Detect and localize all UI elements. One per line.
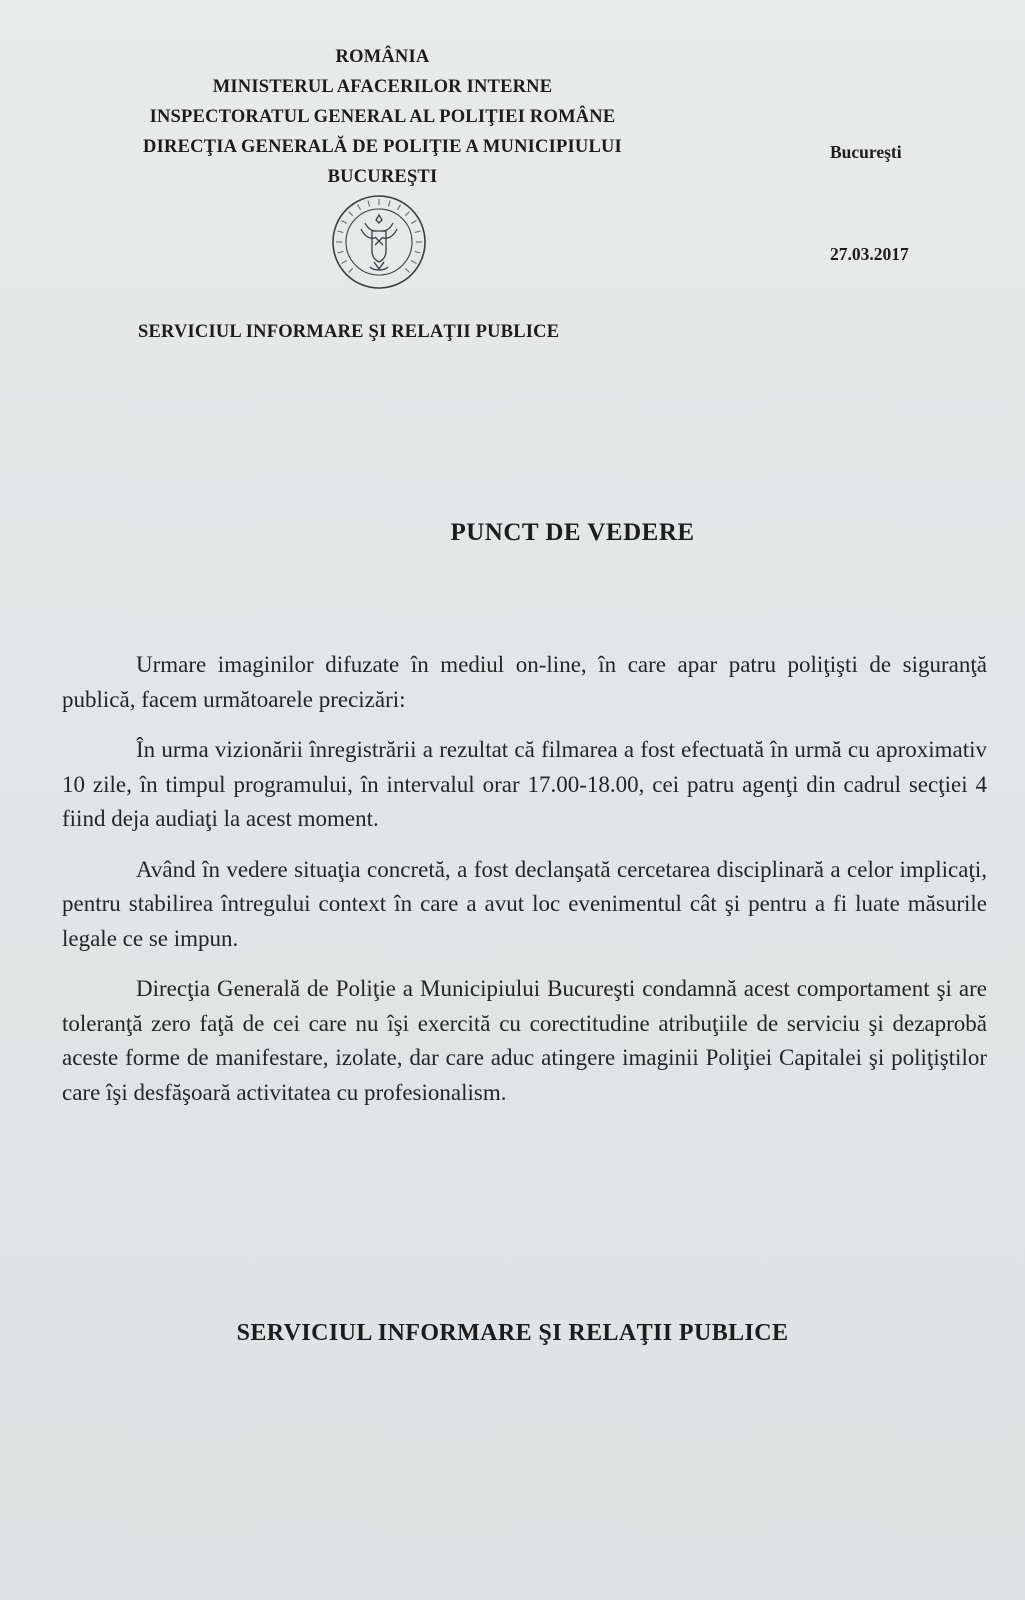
document-title: PUNCT DE VEDERE [450,519,695,546]
letterhead [95,42,670,192]
document-city: Bucureşti [830,142,902,162]
body-paragraph: Urmare imaginilor difuzate în mediul on-line, în care apar patru poliţişti de siguranţă publică, facem următoarele precizări: [62,652,987,712]
header-ministry: MINISTERUL AFACERILOR INTERNE [212,77,553,97]
document-date: 27.03.2017 [830,244,909,264]
header-inspectorate: INSPECTORATUL GENERAL AL POLIŢIEI ROMÂNE [149,107,616,127]
body-paragraph: Direcţia Generală de Poliţie a Municipiului Bucureşti condamnă acest comportament şi are toleranţă zero faţă de cei care nu îşi exercită cu corectitudine atribuţiile de serviciu şi dezaprobă aceste forme de manifestare, izolate, dar care aduc atingere imaginii Poliţiei Capitalei şi poliţiştilor care îşi desfăşoară activitatea cu profesionalism. [62,976,987,1105]
body-paragraph: În urma vizionării înregistrării a rezultat că filmarea a fost efectuată în urmă cu aproximativ 10 zile, în timpul programului, în intervalul orar 17.00-18.00, cei patru agenţi din cadrul secţiei 4 fiind deja audiaţi la acest moment. [62,737,987,831]
header-directorate: DIRECŢIA GENERALĂ DE POLIŢIE A MUNICIPIULUI [143,137,622,157]
document-body [62,648,987,1126]
signature-block: SERVICIUL INFORMARE ŞI RELAŢII PUBLICE [236,1320,789,1346]
body-paragraph: Având în vedere situaţia concretă, a fost declanşată cercetarea disciplinară a celor implicaţi, pentru stabilirea întregului context în care a avut loc evenimentul cât şi pentru a fi luate măsurile legale ce se impun. [62,856,987,951]
header-country: ROMÂNIA [335,47,430,67]
police-seal-icon [330,193,428,291]
header-city: BUCUREŞTI [327,167,438,187]
issuing-service: SERVICIUL INFORMARE ŞI RELAŢII PUBLICE [138,322,560,342]
